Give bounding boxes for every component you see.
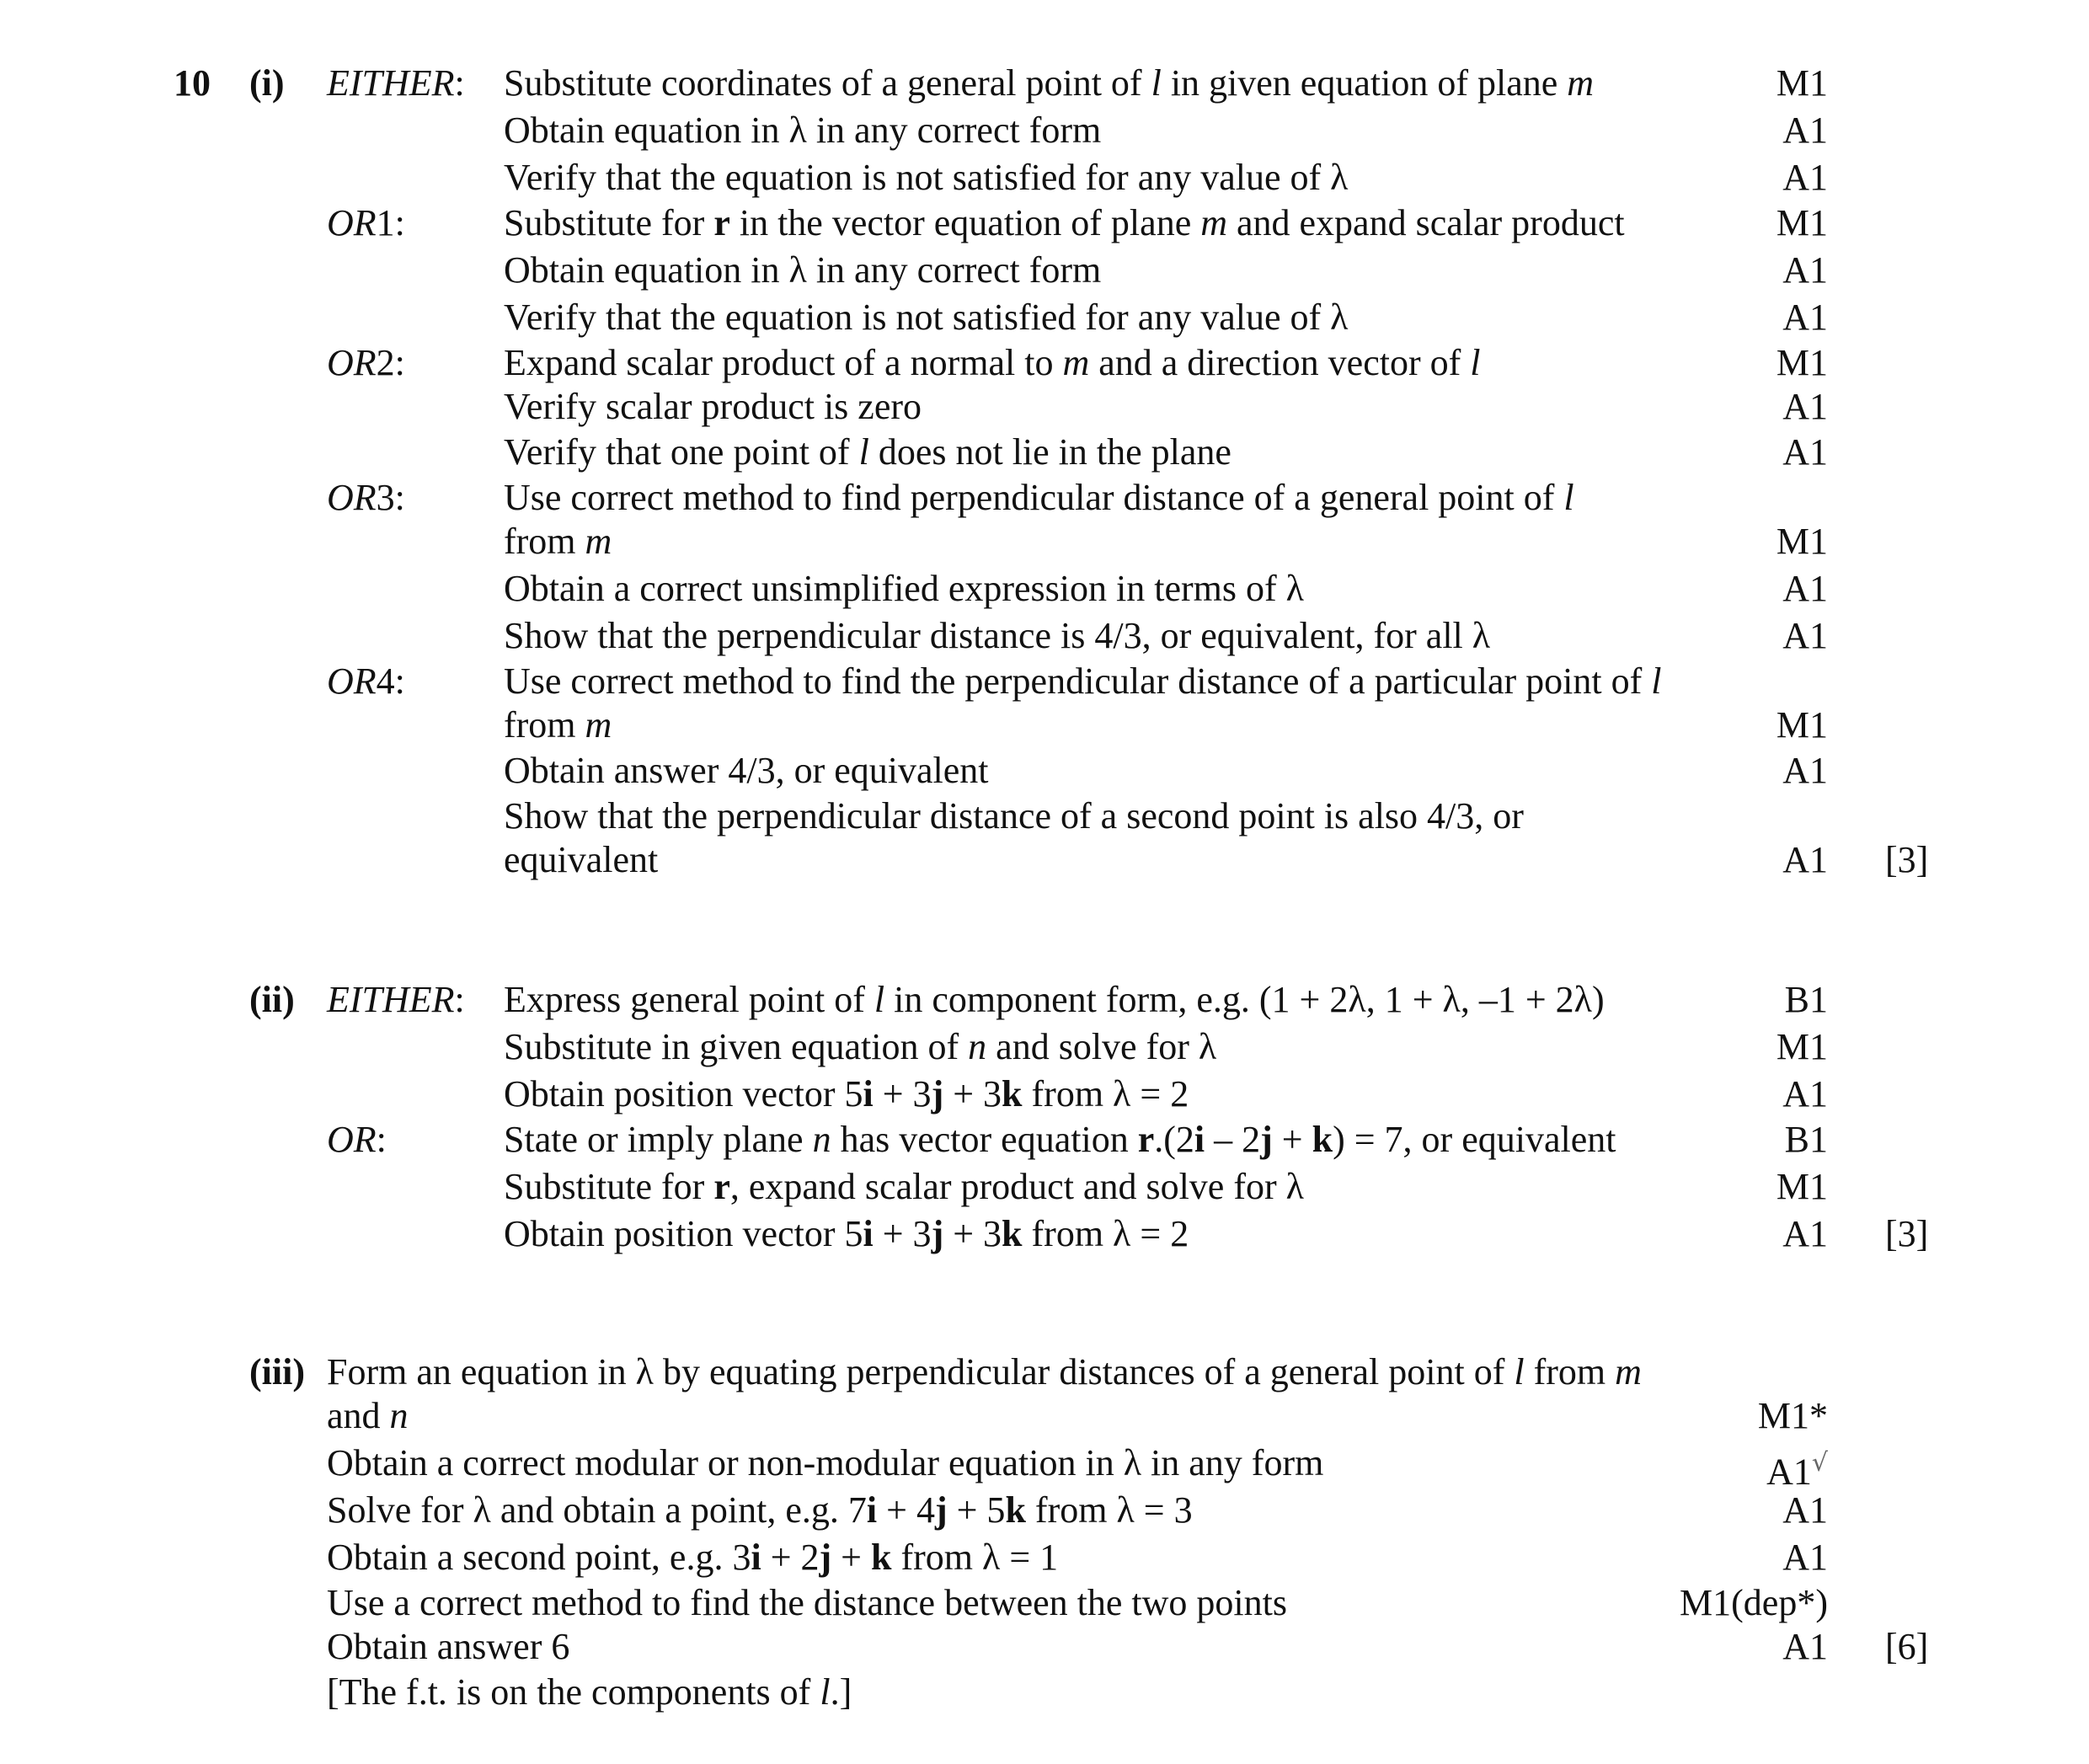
method-label: [327, 477, 405, 519]
scheme-row: [0, 431, 2089, 473]
step-text: Express general point of l in component form, e.g. (1 + 2λ, 1 + λ, –1 + 2λ): [504, 979, 1605, 1020]
method-label: [327, 1119, 387, 1161]
scheme-row: [0, 157, 2089, 199]
scheme-row: [0, 297, 2089, 339]
scheme-row: [0, 979, 2089, 1021]
mark-code: B1: [1784, 979, 1828, 1020]
mark-code: A1: [1782, 1073, 1828, 1115]
mark-code: A1: [1782, 386, 1828, 427]
method-label: [327, 202, 405, 244]
scheme-row: [0, 202, 2089, 244]
method-suffix: 4:: [376, 660, 405, 702]
step-text: Use correct method to find perpendicular distance of a general point of l: [504, 477, 1574, 518]
part-total: [3]: [1885, 1213, 1929, 1254]
mark-code: M1: [1776, 342, 1828, 383]
scheme-row: [0, 1537, 2089, 1579]
step-text-continued: from m: [504, 521, 612, 562]
method-label: [327, 62, 465, 104]
method-name: OR: [327, 1119, 377, 1160]
method-name: EITHER: [327, 979, 455, 1020]
part-total: [6]: [1885, 1626, 1929, 1667]
step-text: Obtain position vector 5i + 3j + 3k from λ = 2: [504, 1213, 1189, 1254]
mark-code: A1: [1782, 1489, 1828, 1531]
step-text-continued: equivalent: [504, 839, 659, 880]
scheme-row: [0, 704, 2089, 746]
mark-code: A1: [1782, 615, 1828, 656]
part-label: (ii): [249, 979, 295, 1020]
step-text: Show that the perpendicular distance of a second point is also 4/3, or: [504, 795, 1524, 837]
step-text: Verify that one point of l does not lie in the plane: [504, 431, 1231, 473]
part-label: (i): [249, 62, 285, 104]
mark-code: A1: [1782, 750, 1828, 791]
step-text: Substitute in given equation of n and solve for λ: [504, 1026, 1217, 1067]
scheme-row: [0, 795, 2089, 837]
scheme-row: [0, 1442, 2089, 1493]
scheme-row: [0, 1119, 2089, 1161]
scheme-row: [0, 1351, 2089, 1393]
mark-code: B1: [1784, 1119, 1828, 1160]
step-text: Obtain a second point, e.g. 3i + 2j + k from λ = 1: [327, 1537, 1059, 1578]
method-suffix: 3:: [376, 477, 405, 518]
step-text: Substitute for r in the vector equation of plane m and expand scalar product: [504, 202, 1625, 243]
method-suffix: 2:: [376, 342, 405, 383]
step-text: Verify that the equation is not satisfied for any value of λ: [504, 297, 1349, 338]
step-text: Form an equation in λ by equating perpendicular distances of a general point of l from m: [327, 1351, 1642, 1392]
step-text: Use a correct method to find the distance between the two points: [327, 1582, 1287, 1623]
scheme-row: [0, 1489, 2089, 1531]
mark-code: [1668, 1442, 1828, 1494]
step-text: Expand scalar product of a normal to m and a direction vector of l: [504, 342, 1481, 383]
step-text: State or imply plane n has vector equation r.(2i – 2j + k) = 7, or equivalent: [504, 1119, 1616, 1160]
follow-through-tick-icon: √: [1811, 1448, 1828, 1478]
scheme-row: [0, 386, 2089, 428]
method-suffix: :: [376, 1119, 387, 1160]
scheme-row: [0, 1626, 2089, 1668]
step-text: Obtain position vector 5i + 3j + 3k from λ = 2: [504, 1073, 1189, 1115]
step-text: Use correct method to find the perpendicular distance of a particular point of l: [504, 660, 1662, 702]
step-text: Show that the perpendicular distance is 4/3, or equivalent, for all λ: [504, 615, 1491, 656]
scheme-row: [0, 1166, 2089, 1208]
method-suffix: :: [454, 62, 465, 104]
step-text: Obtain answer 4/3, or equivalent: [504, 750, 989, 791]
scheme-row: [0, 110, 2089, 152]
scheme-row: [0, 839, 2089, 881]
mark-code-text: A1: [1766, 1451, 1812, 1493]
method-name: OR: [327, 202, 377, 243]
mark-code: A1: [1782, 297, 1828, 338]
method-name: OR: [327, 477, 377, 518]
method-label: [327, 342, 405, 384]
method-name: OR: [327, 342, 377, 383]
scheme-row: [0, 660, 2089, 703]
mark-code: M1: [1776, 62, 1828, 104]
step-text: Obtain a correct unsimplified expression in terms of λ: [504, 568, 1304, 609]
method-name: EITHER: [327, 62, 455, 104]
scheme-row: [0, 568, 2089, 610]
mark-code: A1: [1782, 1537, 1828, 1578]
mark-code: M1(dep*): [1680, 1582, 1828, 1623]
scheme-row: [0, 1073, 2089, 1115]
mark-code: M1: [1776, 704, 1828, 746]
step-text: Verify that the equation is not satisfied for any value of λ: [504, 157, 1349, 198]
step-text: Obtain a correct modular or non-modular equation in λ in any form: [327, 1442, 1324, 1483]
step-text: Obtain answer 6: [327, 1626, 570, 1667]
mark-code: A1: [1782, 249, 1828, 291]
scheme-row: [0, 1582, 2089, 1624]
mark-code: M1: [1776, 1026, 1828, 1067]
part-label: (iii): [249, 1351, 305, 1392]
mark-code: M1: [1776, 1166, 1828, 1207]
mark-code: A1: [1782, 1213, 1828, 1254]
scheme-row: [0, 750, 2089, 792]
scheme-row: [0, 1026, 2089, 1068]
mark-code: A1: [1782, 839, 1828, 880]
mark-code: A1: [1782, 157, 1828, 198]
mark-code: A1: [1782, 431, 1828, 473]
mark-code: A1: [1782, 1626, 1828, 1667]
method-suffix: :: [454, 979, 465, 1020]
step-text: Obtain equation in λ in any correct form: [504, 110, 1102, 151]
question-number: 10: [174, 62, 211, 104]
scheme-row: [0, 1213, 2089, 1255]
scheme-row: [0, 249, 2089, 291]
scheme-row: [0, 1395, 2089, 1437]
part-total: [3]: [1885, 839, 1929, 880]
mark-code: M1: [1776, 202, 1828, 243]
step-text: Substitute for r, expand scalar product and solve for λ: [504, 1166, 1304, 1207]
step-text: Verify scalar product is zero: [504, 386, 922, 427]
step-text: Substitute coordinates of a general point of l in given equation of plane m: [504, 62, 1595, 104]
mark-code: A1: [1782, 568, 1828, 609]
mark-code: M1: [1776, 521, 1828, 562]
step-text-continued: from m: [504, 704, 612, 746]
follow-through-note: [The f.t. is on the components of l.]: [327, 1671, 852, 1713]
scheme-row: [0, 342, 2089, 384]
mark-code: A1: [1782, 110, 1828, 151]
step-text-continued: and n: [327, 1395, 409, 1436]
scheme-row: [0, 1671, 2089, 1713]
method-name: OR: [327, 660, 377, 702]
scheme-row: [0, 62, 2089, 104]
step-text: Obtain equation in λ in any correct form: [504, 249, 1102, 291]
scheme-row: [0, 615, 2089, 657]
scheme-row: [0, 477, 2089, 519]
mark-code: M1*: [1757, 1395, 1828, 1436]
scheme-row: [0, 521, 2089, 563]
method-suffix: 1:: [376, 202, 405, 243]
step-text: Solve for λ and obtain a point, e.g. 7i + 4j + 5k from λ = 3: [327, 1489, 1193, 1531]
method-label: [327, 979, 465, 1021]
method-label: [327, 660, 405, 703]
